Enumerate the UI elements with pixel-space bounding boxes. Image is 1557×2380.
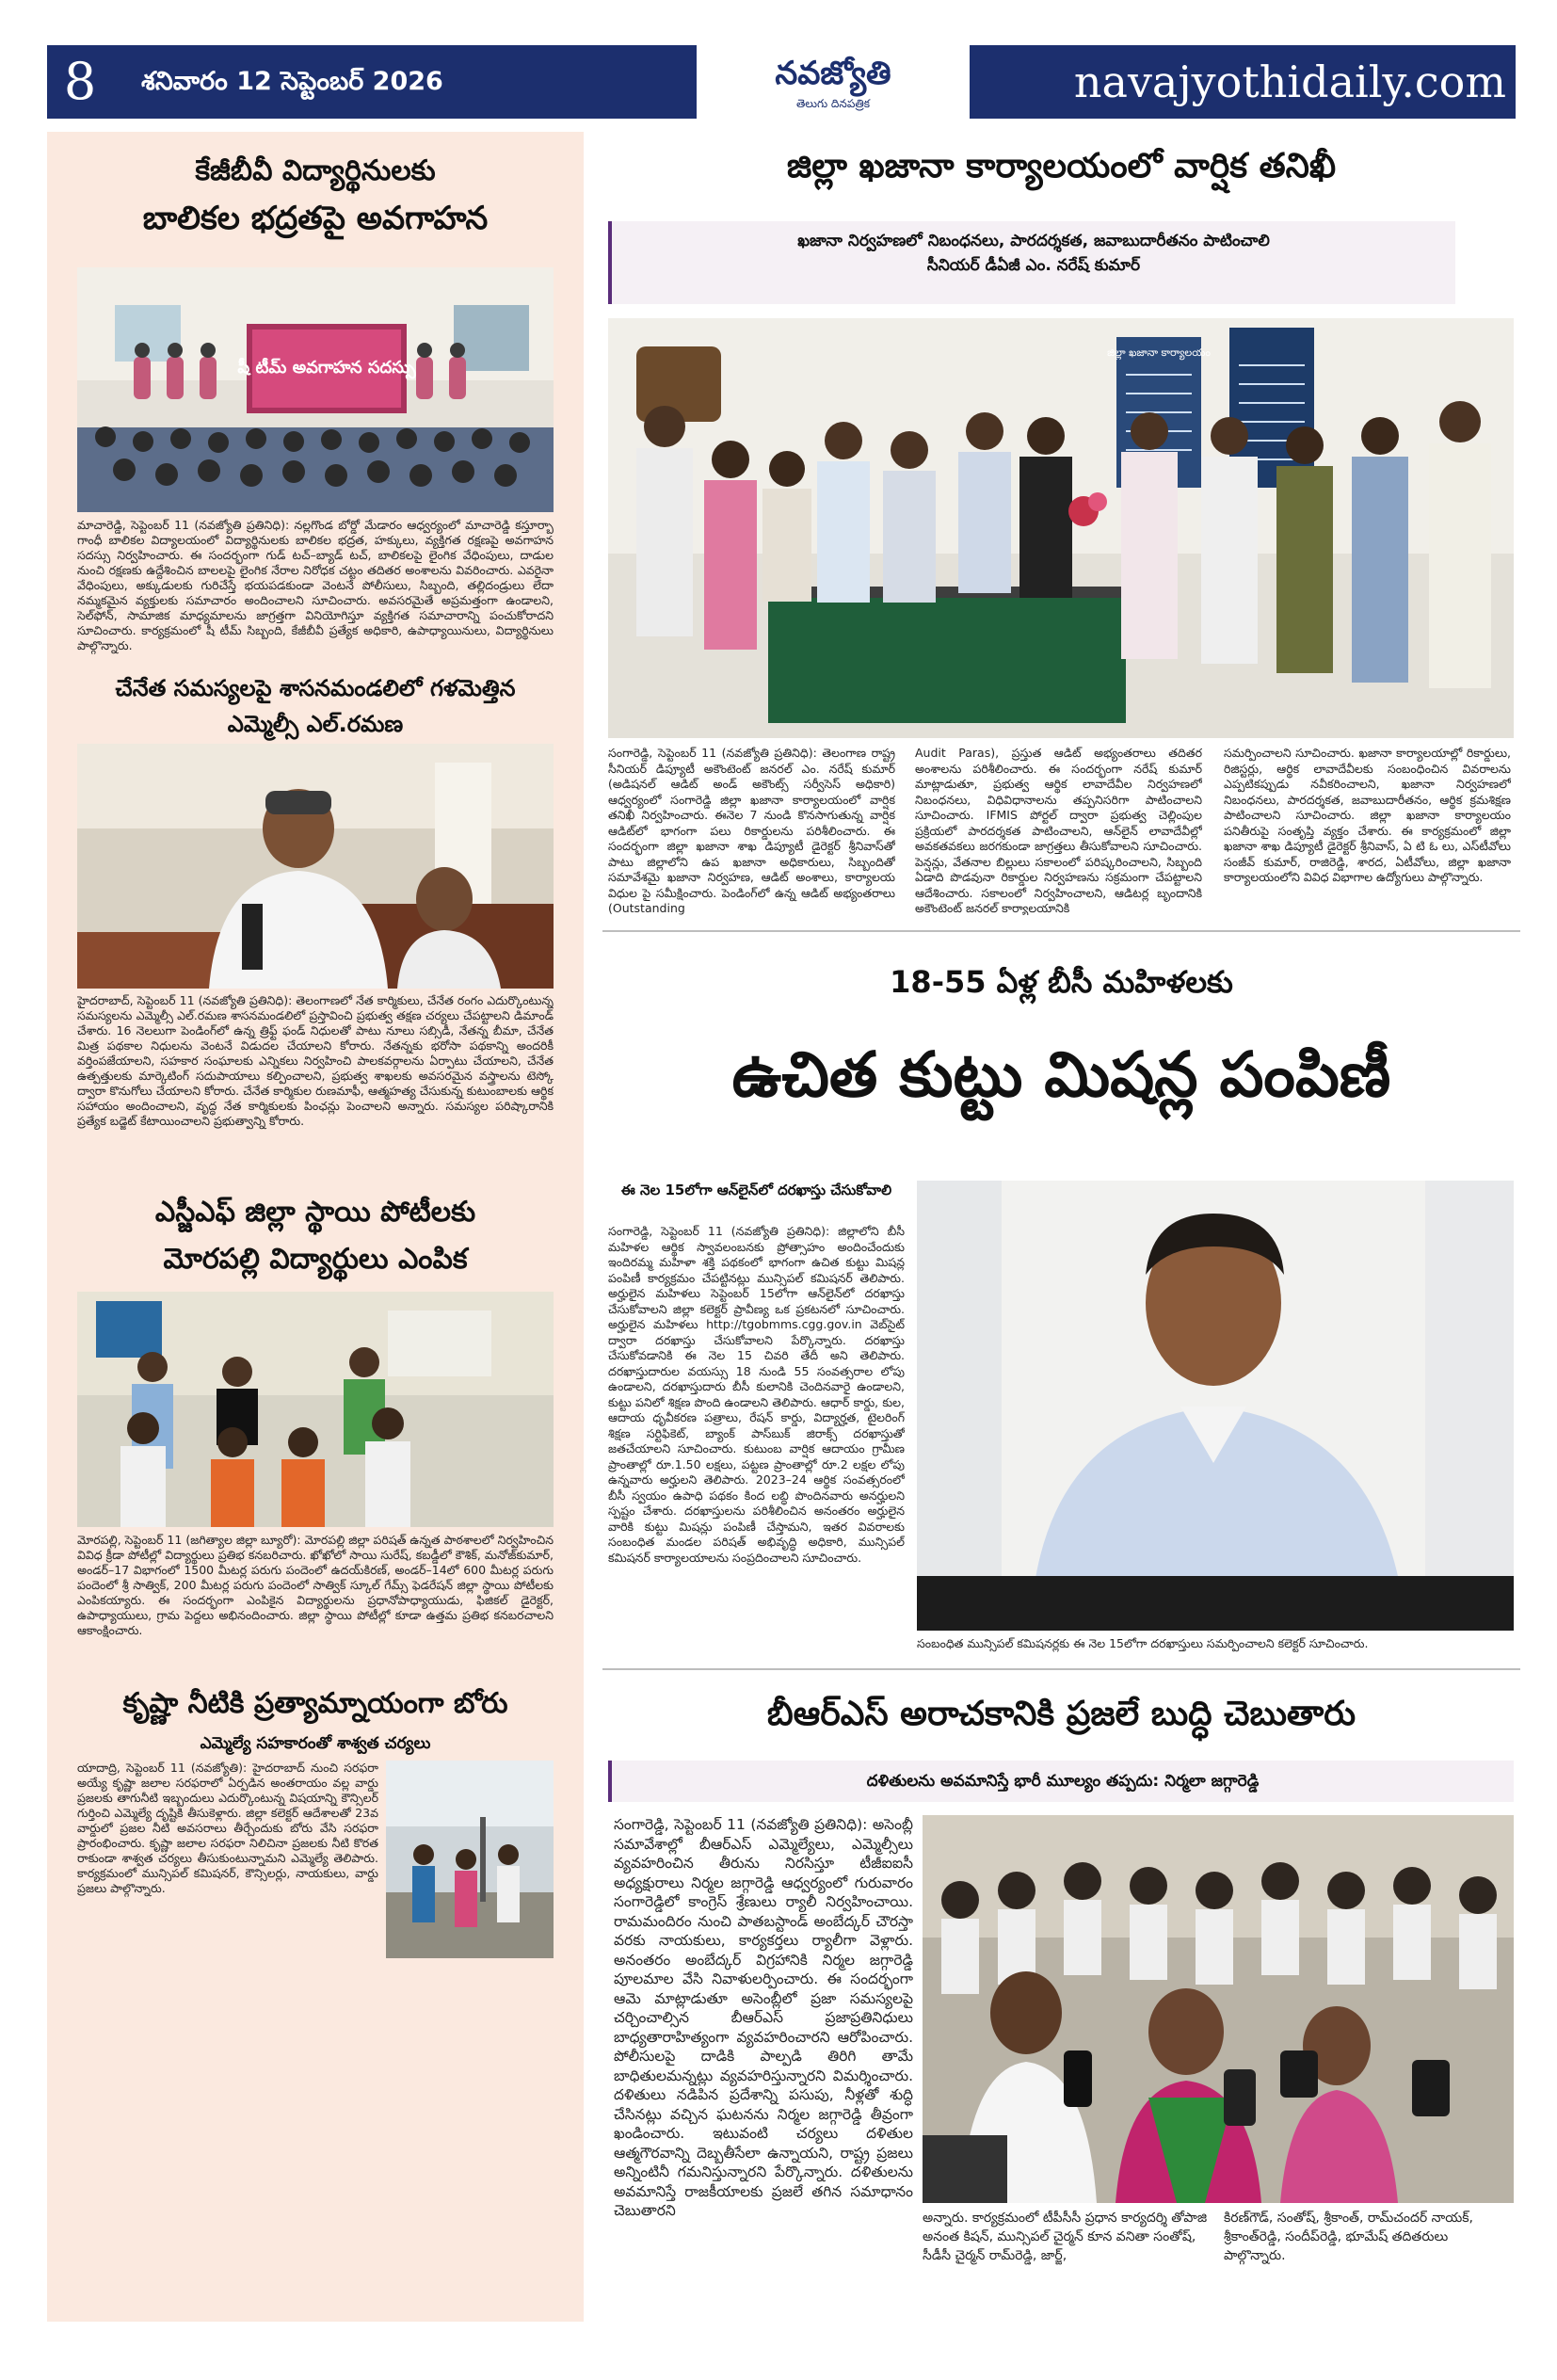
- section-divider-2: [602, 1668, 1520, 1670]
- story-handloom-headline-2: ఎమ్మెల్సీ ఎల్.రమణ: [227, 711, 404, 737]
- kgbv-banner-text: షీ టీమ్ అవగాహన సదస్సు: [237, 358, 416, 378]
- story-treasury-col2: Audit Paras), ప్రస్తుత ఆడిట్ అభ్యంతరాలు తదితర అంశాలను పరిశీలించారు. ఈ సందర్భంగా నరేష్ కుమార్ మాట్లాడుతూ, ప్రభుత్వ ఆర్థిక లావాదేవీల నిర్వహణలో నిబంధనలు, విధివిధానాలను తప్పనిసరిగా పాటించాలని సూచించారు. IFMIS పోర్టల్ ద్వారా ప్రభుత్వ చెల్లింపుల ప్రక్రియలో పారదర్శకత పాటించాలని, ఆన్‌లైన్ లావాదేవీల్లో అవకతవకలు జరగకుండా జాగ్రత్తలు తీసుకోవాలని సూచించారు. పెన్షన్లు, వేతనాల బిల్లులు సకాలంలో పరిష్కరించాలని, సిబ్బంది ఏడాది పొడవునా రికార్డుల నిర్వహణను సక్రమంగా చేపట్టాలని ఆదేశించారు. సకాలంలో నిర్వహించాలని, ఆడిటర్ల బృందానికి అకౌంటెంట్ జనరల్ కార్యాలయానికి: [915, 746, 1202, 915]
- commissioner-portrait-photo: [917, 1181, 1514, 1631]
- story-treasury-subheadline-2: సీనియర్ డీఏజీ ఎం. నరేష్ కుమార్: [926, 256, 1141, 275]
- website-url[interactable]: navajyothidaily.com: [970, 45, 1516, 119]
- story-brs-caption-1: అన్నారు. కార్యక్రమంలో టీపీసీసీ ప్రధాన కార్యదర్శి తోపాజి అనంత కిషన్, మున్సిపల్ చైర్మన్ కూన వనితా సంతోష్, సీడీసీ చైర్మన్ రామ్‌రెడ్డి, జార్జ్,: [923, 2211, 1208, 2263]
- story-brs-subheadline: దళితులను అవమానిస్తే భారీ మూల్యం తప్పదు: నిర్మలా జగ్గారెడ్డి: [866, 1772, 1260, 1791]
- story-sgf-body: మోరపల్లి, సెప్టెంబర్ 11 (జగిత్యాల జిల్లా బ్యూరో): మోరపల్లి జిల్లా పరిషత్ ఉన్నత పాఠశాలలో నిర్వహించిన వివిధ క్రీడా పోటీల్లో విద్యార్థులు ప్రతిభ కనబరిచారు. ఖోఖోలో సాయి సురేష్, కబడ్డీలో కౌశిక్, మనోజ్‌కుమార్, అండర్–17 విభాగంలో 1500 మీటర్ల పరుగు పందెంలో ఉదయ్‌కిరణ్, అండర్–14లో 600 మీటర్ల పరుగు పందెంలో శ్రీ సాత్విక్, 200 మీటర్ల పరుగు పందెంలో సాత్విక్ స్కూల్ గేమ్స్ ఫెడరేషన్ జిల్లా స్థాయి పోటీలకు ఎంపికయ్యారు. ఈ సందర్భంగా ఎంపికైన విద్యార్థులను ప్రధానోపాధ్యాయుడు, ఫిజికల్ డైరెక్టర్, ఉపాధ్యాయులు, గ్రామ పెద్దలు అభినందించారు. జిల్లా స్థాయి పోటీల్లో కూడా ఉత్తమ ప్రతిభ కనబరచాలని ఆకాంక్షించారు.: [77, 1533, 554, 1637]
- story-handloom-body: హైదరాబాద్, సెప్టెంబర్ 11 (నవజ్యోతి ప్రతినిధి): తెలంగాణలో నేత కార్మికులు, చేనేత రంగం ఎదుర్కొంటున్న సమస్యలను ఎమ్మెల్సీ ఎల్.రమణ శాసనమండలిలో ప్రస్తావించి ప్రభుత్వ తక్షణ చర్యలు చేపట్టాలని డిమాండ్ చేశారు. 16 నెలలుగా పెండింగ్‌లో ఉన్న త్రిఫ్ట్ ఫండ్ నిధులతో పాటు నూలు సబ్సిడీ, నేతన్న బీమా, చేనేత మిత్ర పథకాల నిధులను వెంటనే విడుదల చేయాలని కోరారు. నేతన్నకు భరోసా పథకాన్ని అందరికీ వర్తింపజేయాలని, సహకార సంఘాలకు ఎన్నికలు నిర్వహించి పాలకవర్గాలను ఏర్పాటు చేయాలని, చేనేత ఉత్పత్తులకు మార్కెటింగ్ సదుపాయాలు కల్పించాలని, ప్రభుత్వ శాఖలకు అవసరమైన వస్త్రాలను టెస్కో ద్వారా కొనుగోలు చేయాలని కోరారు. చేనేత కార్మికుల రుణమాఫీ, ఆత్మహత్య చేసుకున్న కుటుంబాలకు ఆర్థిక సహాయం అందించాలని, వృద్ధ నేత కార్మికులకు పింఛన్లు పెంచాలని అన్నారు. సమస్యల పరిష్కారానికి ప్రత్యేక బడ్జెట్ కేటాయించాలని ప్రభుత్వాన్ని కోరారు.: [77, 993, 554, 1128]
- logo-tagline: తెలుగు దినపత్రిక: [795, 97, 871, 110]
- classroom-photo-graphic: [77, 267, 554, 512]
- story-treasury-headline: జిల్లా ఖజానా కార్యాలయంలో వార్షిక తనిఖీ: [786, 147, 1337, 185]
- story-borewell-headline: కృష్ణా నీటికి ప్రత్యామ్నాయంగా బోరు: [122, 1687, 508, 1720]
- story-sewing-headline: ఉచిత కుట్టు మిషన్ల పంపిణీ: [731, 1038, 1391, 1111]
- logo-wordmark: నవజ్యోతి: [775, 55, 891, 92]
- story-brs-body: సంగారెడ్డి, సెప్టెంబర్ 11 (నవజ్యోతి ప్రతినిధి): అసెంబ్లీ సమావేశాల్లో బీఆర్ఎస్ ఎమ్మెల్యేలు, ఎమ్మెల్సీలు వ్యవహరించిన తీరును నిరసిస్తూ టీజీఐఐసీ అధ్యక్షురాలు నిర్మల జగ్గారెడ్డి ఆధ్వర్యంలో గురువారం సంగారెడ్డిలో కాంగ్రెస్ శ్రేణులు ర్యాలీ నిర్వహించాయి. రామమందిరం నుంచి పాతబస్టాండ్ అంబేద్కర్ చౌరస్తా వరకు నాయకులు, కార్యకర్తలు ర్యాలీగా వెళ్లారు. అనంతరం అంబేద్కర్ విగ్రహానికి నిర్మల జగ్గారెడ్డి పూలమాల వేసి నివాళులర్పించారు. ఈ సందర్భంగా ఆమె మాట్లాడుతూ అసెంబ్లీలో ప్రజా సమస్యలపై చర్చించాల్సిన బీఆర్ఎస్ ప్రజాప్రతినిధులు బాధ్యతారాహిత్యంగా వ్యవహరించారని ఆరోపించారు. పోలీసులపై దాడికి పాల్పడి తిరిగి తామే బాధితులమన్నట్లు వ్యవహరిస్తున్నారని విమర్శించారు. దళితులు నడిపిన ప్రదేశాన్ని పసుపు, నీళ్లతో శుద్ధి చేసినట్లు వచ్చిన ఘటనను నిర్మల జగ్గారెడ్డి తీవ్రంగా ఖండించారు. ఇటువంటి చర్యలు దళితుల ఆత్మగౌరవాన్ని దెబ్బతీసేలా ఉన్నాయని, రాష్ట్ర ప్రజలు అన్నింటినీ గమనిస్తున్నారని పేర్కొన్నారు. దళితులను అవమానిస్తే రాజకీయాలకు ప్రజలే తగిన సమాధానం చెబుతారని: [614, 1816, 913, 2219]
- story-treasury-col3: సమర్పించాలని సూచించారు. ఖజానా కార్యాలయాల్లో రికార్డులు, రిజిస్టర్లు, ఆర్థిక లావాదేవీలకు సంబంధించిన వివరాలను ఎప్పటికప్పుడు నవీకరించాలని, ఖజానా నిర్వహణలో నిబంధనలు, పారదర్శకత, జవాబుదారీతనం, ఆర్థిక క్రమశిక్షణ పాటించాలని సూచించారు. జిల్లా ఖజానా కార్యాలయం పనితీరుపై సంతృప్తి వ్యక్తం చేశారు. ఈ కార్యక్రమంలో జిల్లా ఖజానా శాఖ డిప్యూటీ డైరెక్టర్ శ్రీనివాస్, ఏ టి ఓ లు, ఎస్‌టీవోలు సంజీవ్ కుమార్, రాజిరెడ్డి, శారద, ఏటీవోలు, జిల్లా ఖజానా కార్యాలయంలోని వివిధ విభాగాల ఉద్యోగులు పాల్గొన్నారు.: [1224, 746, 1511, 884]
- newspaper-logo[interactable]: [697, 45, 970, 119]
- story-sewing-body: సంగారెడ్డి, సెప్టెంబర్ 11 (నవజ్యోతి ప్రతినిధి): జిల్లాలోని బీసీ మహిళల ఆర్థిక స్వావలంబనకు ప్రోత్సాహం అందించేందుకు ఇందిరమ్మ మహిళా శక్తి పథకంలో భాగంగా ఉచిత కుట్టు మిషన్ల పంపిణీ కార్యక్రమం చేపట్టినట్లు మున్సిపల్ కమిషనర్ తెలిపారు. అర్హులైన మహిళలు సెప్టెంబర్ 15లోగా ఆన్‌లైన్‌లో దరఖాస్తు చేసుకోవాలని జిల్లా కలెక్టర్ ప్రావీణ్య ఒక ప్రకటనలో సూచించారు. అర్హులైన మహిళలు http://tgobmms.cgg.gov.in వెబ్‌సైట్ ద్వారా దరఖాస్తు చేసుకోవాలని పేర్కొన్నారు. దరఖాస్తు చేసుకోవడానికి ఈ నెల 15 చివరి తేదీ అని తెలిపారు. దరఖాస్తుదారుల వయస్సు 18 నుండి 55 సంవత్సరాల లోపు ఉండాలని, దరఖాస్తుదారు బీసీ కులానికి చెందినవారై ఉండాలని, కుట్టు పనిలో శిక్షణ పొంది ఉండాలని తెలిపారు. ఆధార్ కార్డు, కుల, ఆదాయ ధృవీకరణ పత్రాలు, రేషన్ కార్డు, విద్యార్హత, టైలరింగ్ శిక్షణ సర్టిఫికెట్, బ్యాంక్ పాస్‌బుక్ జిరాక్స్ దరఖాస్తుతో జతచేయాలని సూచించారు. కుటుంబ వార్షిక ఆదాయం గ్రామీణ ప్రాంతాల్లో రూ.1.50 లక్షలు, పట్టణ ప్రాంతాల్లో రూ.2 లక్షల లోపు ఉన్నవారు అర్హులని తెలిపారు. 2023–24 ఆర్థిక సంవత్సరంలో బీసీ స్వయం ఉపాధి పథకం కింద లబ్ధి పొందినవారు అనర్హులని స్పష్టం చేశారు. దరఖాస్తులను పరిశీలించిన అనంతరం అర్హులైన వారికి కుట్టు మిషన్లు పంపిణీ చేస్తామని, ఇతర వివరాలకు సంబంధిత మండల పరిషత్ అభివృద్ధి అధికారి, మున్సిపల్ కమిషనర్ కార్యాలయాలను సంప్రదించాలని సూచించారు.: [608, 1224, 905, 1565]
- story-sgf-headline-2: మోరపల్లి విద్యార్థులు ఎంపిక: [163, 1243, 468, 1276]
- treasury-photo-graphic: [608, 318, 1514, 738]
- story-treasury-subheadline-1: ఖజానా నిర్వహణలో నిబంధనలు, పారదర్శకత, జవాబుదారీతనం పాటించాలి: [797, 232, 1270, 250]
- left-column: [47, 132, 584, 2322]
- story-kgbv-body: మాచారెడ్డి, సెప్టెంబర్ 11 (నవజ్యోతి ప్రతినిధి): నల్లగొండ బోర్డో మేడారం ఆధ్వర్యంలో మాచారెడ్డి కస్తూర్బా గాంధీ బాలికల విద్యాలయంలో విద్యార్థినులకు బాలికల భద్రత, హక్కులు, వ్యక్తిగత రక్షణపై అవగాహన సదస్సు నిర్వహించారు. ఈ సందర్భంగా గుడ్ టచ్–బ్యాడ్ టచ్, బాలికలపై లైంగిక వేధింపులు, దాడుల నుంచి రక్షణకు ఉద్దేశించిన బాలలపై లైంగిక నేరాల నిరోధక చట్టం తదితర అంశాలను వివరించారు. ఎవరైనా వేధింపులు, అక్కుడులకు గురిచేస్తే భయపడకుండా వెంటనే పోలీసులు, సిబ్బంది, తల్లిదండ్రులు లేదా నమ్మకమైన వ్యక్తులకు సమాచారం అందించాలని సూచించారు. అవసరమైతే అప్రమత్తంగా ఉండాలని, సెల్‌ఫోన్, సామాజిక మాధ్యమాలను జాగ్రత్తగా వినియోగిస్తూ వ్యక్తిగత సమాచారాన్ని పంచుకోరాదని సూచించారు. కార్యక్రమంలో షీ టీమ్ సిబ్బంది, కేజీబీవీ ప్రత్యేక అధికారి, ఉపాధ్యాయినులు, విద్యార్థినులు పాల్గొన్నారు.: [77, 518, 554, 652]
- treasury-inspection-photo: [608, 318, 1514, 738]
- students-photo-graphic: [77, 1292, 554, 1527]
- masthead: [47, 45, 1516, 119]
- treasury-board-text: జిల్లా ఖజానా కార్యాలయం: [1107, 346, 1211, 359]
- story-sewing-subheadline: ఈ నెల 15లోగా ఆన్‌లైన్‌లో దరఖాస్తు చేసుకోవాలి: [620, 1182, 892, 1198]
- story-kgbv-headline-1: కేజీబీవీ విద్యార్థినులకు: [195, 154, 436, 187]
- story-sgf-headline-1: ఎస్జీఎఫ్ జిల్లా స్థాయి పోటీలకు: [154, 1196, 476, 1229]
- story-treasury-subheadline-box: [608, 221, 1455, 304]
- story-borewell-body: యాదాద్రి, సెప్టెంబర్ 11 (నవజ్యోతి): హైదరాబాద్ నుంచి సరఫరా అయ్యే కృష్ణా జలాల సరఫరాలో ఏర్పడిన అంతరాయం వల్ల వార్డు ప్రజలకు తాగునీటి ఇబ్బందులు ఎదుర్కొంటున్న విషయాన్ని కౌన్సిలర్ గుర్తించి ఎమ్మెల్యే దృష్టికి తీసుకెళ్లారు. జిల్లా కలెక్టర్ ఆదేశాలతో 23వ వార్డులో ప్రజల నీటి అవసరాలు తీర్చేందుకు బోరు వేసి సరఫరా ప్రారంభించారు. కృష్ణా జలాల సరఫరా నిలిచినా ప్రజలకు నీటి కొరత రాకుండా శాశ్వత చర్యలు తీసుకుంటున్నామని ఎమ్మెల్యే తెలిపారు. కార్యక్రమంలో మున్సిపల్ కమిషనర్, కౌన్సిలర్లు, నాయకులు, వార్డు ప్రజలు పాల్గొన్నారు.: [77, 1761, 378, 1895]
- council-photo-graphic: [77, 744, 554, 989]
- edition-date: శనివారం 12 సెప్టెంబర్ 2026: [113, 45, 697, 119]
- story-brs-caption-2: కిరణ్‌గౌడ్, సంతోష్, శ్రీకాంత్, రామ్‌చందర్ నాయక్, శ్రీకాంత్‌రెడ్డి, సందీప్‌రెడ్డి, భూమేష్ తదితరులు పాల్గొన్నారు.: [1224, 2211, 1473, 2263]
- story-borewell-subheadline: ఎమ్మెల్యే సహకారంతో శాశ్వత చర్యలు: [200, 1734, 431, 1753]
- story-sewing-photo-caption: సంబంధిత మున్సిపల్ కమిషనర్లకు ఈ నెల 15లోగా దరఖాస్తులు సమర్పించాలని కలెక్టర్ సూచించారు.: [917, 1636, 1369, 1650]
- story-treasury-col1: సంగారెడ్డి, సెప్టెంబర్ 11 (నవజ్యోతి ప్రతినిధి): తెలంగాణ రాష్ట్ర సీనియర్ డిప్యూటీ అకౌంటెంట్ జనరల్ ఎం. నరేష్ కుమార్ (అడిషనల్ ఆడిట్ అండ్ అకౌంట్స్ సర్వీసెస్ అధికారి) ఆధ్వర్యంలో సంగారెడ్డి జిల్లా ఖజానా కార్యాలయంలో వార్షిక తనిఖీ నిర్వహించారు. ఈనెల 7 నుండి కొనసాగుతున్న వార్షిక ఆడిట్‌లో భాగంగా పలు రికార్డులను పరిశీలించారు. ఈ సందర్భంగా జిల్లా ఖజానా శాఖ డిప్యూటీ డైరెక్టర్ శ్రీనివాస్‌తో పాటు జిల్లాలోని ఉప ఖజానా అధికారులు, సిబ్బందితో సమావేశమై ఖజానా నిర్వహణ, ఆడిట్ అంశాలు, కార్యాలయ విధుల పై సమీక్షించారు. పెండింగ్‌లో ఉన్న ఆడిట్ అభ్యంతరాలు (Outstanding: [608, 746, 895, 915]
- mlc-ramana-photo: [77, 744, 554, 989]
- borewell-photo-graphic: [386, 1761, 554, 1958]
- brs-protest-photo: [923, 1815, 1514, 2203]
- portrait-photo-graphic: [917, 1181, 1514, 1631]
- borewell-photo: [386, 1761, 554, 1958]
- story-sewing-kicker: 18-55 ఏళ్ల బీసీ మహిళలకు: [890, 964, 1233, 1000]
- story-handloom-headline-1: చేనేత సమస్యలపై శాసనమండలిలో గళమెత్తిన: [115, 675, 516, 701]
- story-brs-subheadline-box: [608, 1761, 1514, 1802]
- story-kgbv-headline-2: బాలికల భద్రతపై అవగాహన: [142, 200, 489, 237]
- story-brs-headline: బీఆర్ఎస్ అరాచకానికి ప్రజలే బుద్ధి చెబుతారు: [766, 1695, 1356, 1733]
- sgf-students-photo: [77, 1292, 554, 1527]
- protest-photo-graphic: [923, 1815, 1514, 2203]
- page-number: 8: [47, 45, 113, 119]
- kgbv-awareness-photo: [77, 267, 554, 512]
- section-divider: [602, 930, 1520, 932]
